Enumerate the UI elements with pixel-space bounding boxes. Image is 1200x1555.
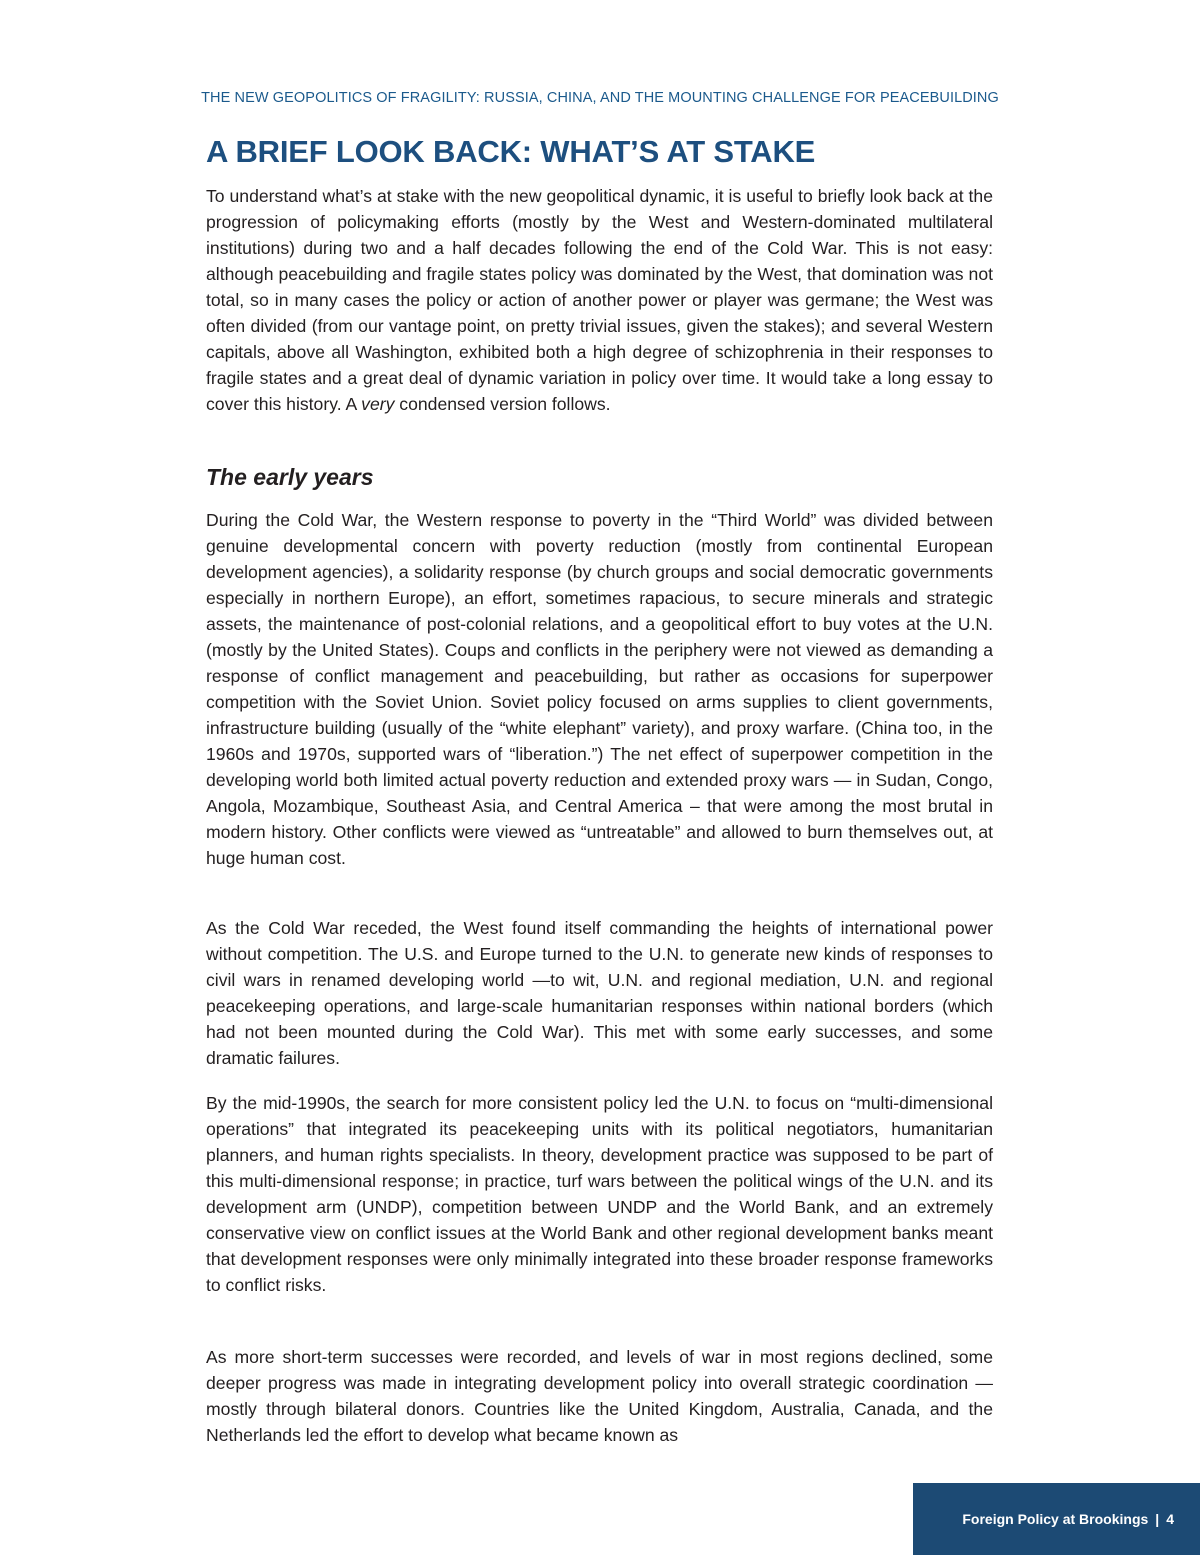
intro-paragraph (206, 183, 993, 417)
body-paragraph-4: As more short-term successes were recorded, and levels of war in most regions declined, some deeper progress was made in integrating development policy into overall strategic coordination — mostly through bilateral donors. Countries like the United Kingdom, Australia, Canada, and the Netherlands led the effort to develop what became known as (206, 1347, 993, 1445)
footer-separator: | (1155, 1511, 1160, 1527)
footer-publisher: Foreign Policy at Brookings (962, 1511, 1149, 1527)
intro-text-after: condensed version follows. (394, 394, 611, 414)
body-paragraph-1: During the Cold War, the Western response to poverty in the “Third World” was divided between genuine developmental concern with poverty reduction (mostly from continental European development agencies), a solidarity response (by church groups and social democratic governments especially in northern Europe), an effort, sometimes rapacious, to secure minerals and strategic assets, the maintenance of post-colonial relations, and a geopolitical effort to buy votes at the U.N. (mostly by the United States). Coups and conflicts in the periphery were not viewed as demanding a response of conflict management and peacebuilding, but rather as occasions for superpower competition with the Soviet Union. Soviet policy focused on arms supplies to client governments, infrastructure building (usually of the “white elephant” variety), and proxy warfare. (China too, in the 1960s and 1970s, supported wars of “liberation.”) The net effect of superpower competition in the developing world both limited actual poverty reduction and extended proxy wars — in Sudan, Congo, Angola, Mozambique, Southeast Asia, and Central America – that were among the most brutal in modern history. Other conflicts were viewed as “untreatable” and allowed to burn themselves out, at huge human cost. (206, 510, 993, 868)
running-header: THE NEW GEOPOLITICS OF FRAGILITY: RUSSIA, CHINA, AND THE MOUNTING CHALLENGE FOR PEACEBUILDING (201, 90, 999, 106)
body-paragraph-2: As the Cold War receded, the West found itself commanding the heights of international power without competition. The U.S. and Europe turned to the U.N. to generate new kinds of responses to civil wars in renamed developing world —to wit, U.N. and regional mediation, U.N. and regional peacekeeping operations, and large-scale humanitarian responses within national borders (which had not been mounted during the Cold War). This met with some early successes, and some dramatic failures. (206, 918, 993, 1068)
page-number: 4 (1166, 1511, 1174, 1527)
intro-emphasis: very (361, 394, 395, 414)
footer-bar (913, 1483, 1200, 1555)
intro-text-before: To understand what’s at stake with the new geopolitical dynamic, it is useful to briefly look back at the progression of policymaking efforts (mostly by the West and Western-dominated multilateral institutions) during two and a half decades following the end of the Cold War. This is not easy: although peacebuilding and fragile states policy was dominated by the West, that domination was not total, so in many cases the policy or action of another power or player was germane; the West was often divided (from our vantage point, on pretty trivial issues, given the stakes); and several Western capitals, above all Washington, exhibited both a high degree of schizophrenia in their responses to fragile states and a great deal of dynamic variation in policy over time. It would take a long essay to cover this history. A (206, 186, 993, 414)
section-title: A BRIEF LOOK BACK: WHAT’S AT STAKE (206, 134, 816, 169)
body-paragraph-3: By the mid-1990s, the search for more consistent policy led the U.N. to focus on “multi-dimensional operations” that integrated its peacekeeping units with its political negotiators, humanitarian planners, and human rights specialists. In theory, development practice was supposed to be part of this multi-dimensional response; in practice, turf wars between the political wings of the U.N. and its development arm (UNDP), competition between UNDP and the World Bank, and an extremely conservative view on conflict issues at the World Bank and other regional development banks meant that development responses were only minimally integrated into these broader response frameworks to conflict risks. (206, 1093, 993, 1295)
subsection-title: The early years (206, 464, 374, 490)
